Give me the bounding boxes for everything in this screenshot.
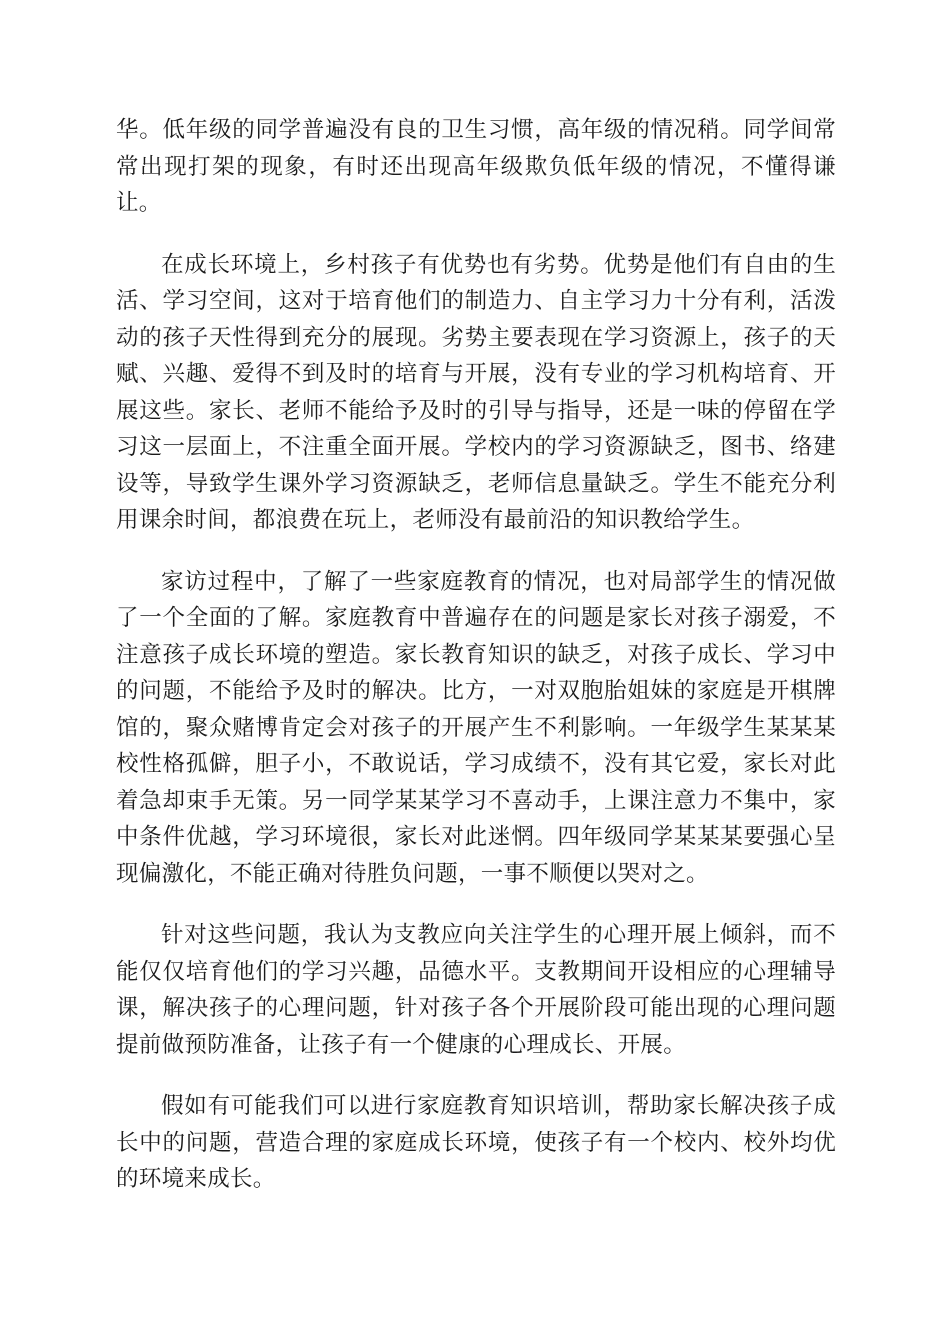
paragraph-family-training: 假如有可能我们可以进行家庭教育知识培训，帮助家长解决孩子成长中的问题，营造合理的家庭成长环境，使孩子有一个校内、校外均优的环境来成长。 — [116, 1093, 836, 1192]
paragraph-growth-environment: 在成长环境上，乡村孩子有优势也有劣势。优势是他们有自由的生活、学习空间，这对于培育他们的制造力、自主学习力十分有利，活泼动的孩子天性得到充分的展现。劣势主要表现在学习资源上，孩子的天赋、兴趣、爱得不到及时的培育与开展，没有专业的学习机构培育、开展这些。家长、老师不能给予及时的引导与指导，还是一味的停留在学习这一层面上，不注重全面开展。学校内的学习资源缺乏，图书、络建设等，导致学生课外学习资源缺乏，老师信息量缺乏。学生不能充分利用课余时间，都浪费在玩上，老师没有最前沿的知识教给学生。 — [116, 251, 836, 533]
paragraph-home-visit: 家访过程中，了解了一些家庭教育的情况，也对局部学生的情况做了一个全面的了解。家庭教育中普遍存在的问题是家长对孩子溺爱，不注意孩子成长环境的塑造。家长教育知识的缺乏，对孩子成长、学习中的问题，不能给予及时的解决。比方，一对双胞胎姐妹的家庭是开棋牌馆的，聚众赌博肯定会对孩子的开展产生不利影响。一年级学生某某某校性格孤僻，胆子小，不敢说话，学习成绩不，没有其它爱，家长对此着急却束手无策。另一同学某某学习不喜动手，上课注意力不集中，家中条件优越，学习环境很，家长对此迷惘。四年级同学某某某要强心呈现偏激化，不能正确对待胜负问题，一事不顺便以哭对之。 — [116, 568, 836, 887]
paragraph-psychology-focus: 针对这些问题，我认为支教应向关注学生的心理开展上倾斜，而不能仅仅培育他们的学习兴趣，品德水平。支教期间开设相应的心理辅导课，解决孩子的心理问题，针对孩子各个开展阶段可能出现的心理问题提前做预防准备，让孩子有一个健康的心理成长、开展。 — [116, 922, 836, 1058]
paragraph-continued: 华。低年级的同学普遍没有良的卫生习惯，高年级的情况稍。同学间常常出现打架的现象，有时还出现高年级欺负低年级的情况，不懂得谦让。 — [116, 117, 836, 216]
document-body — [116, 112, 836, 1223]
